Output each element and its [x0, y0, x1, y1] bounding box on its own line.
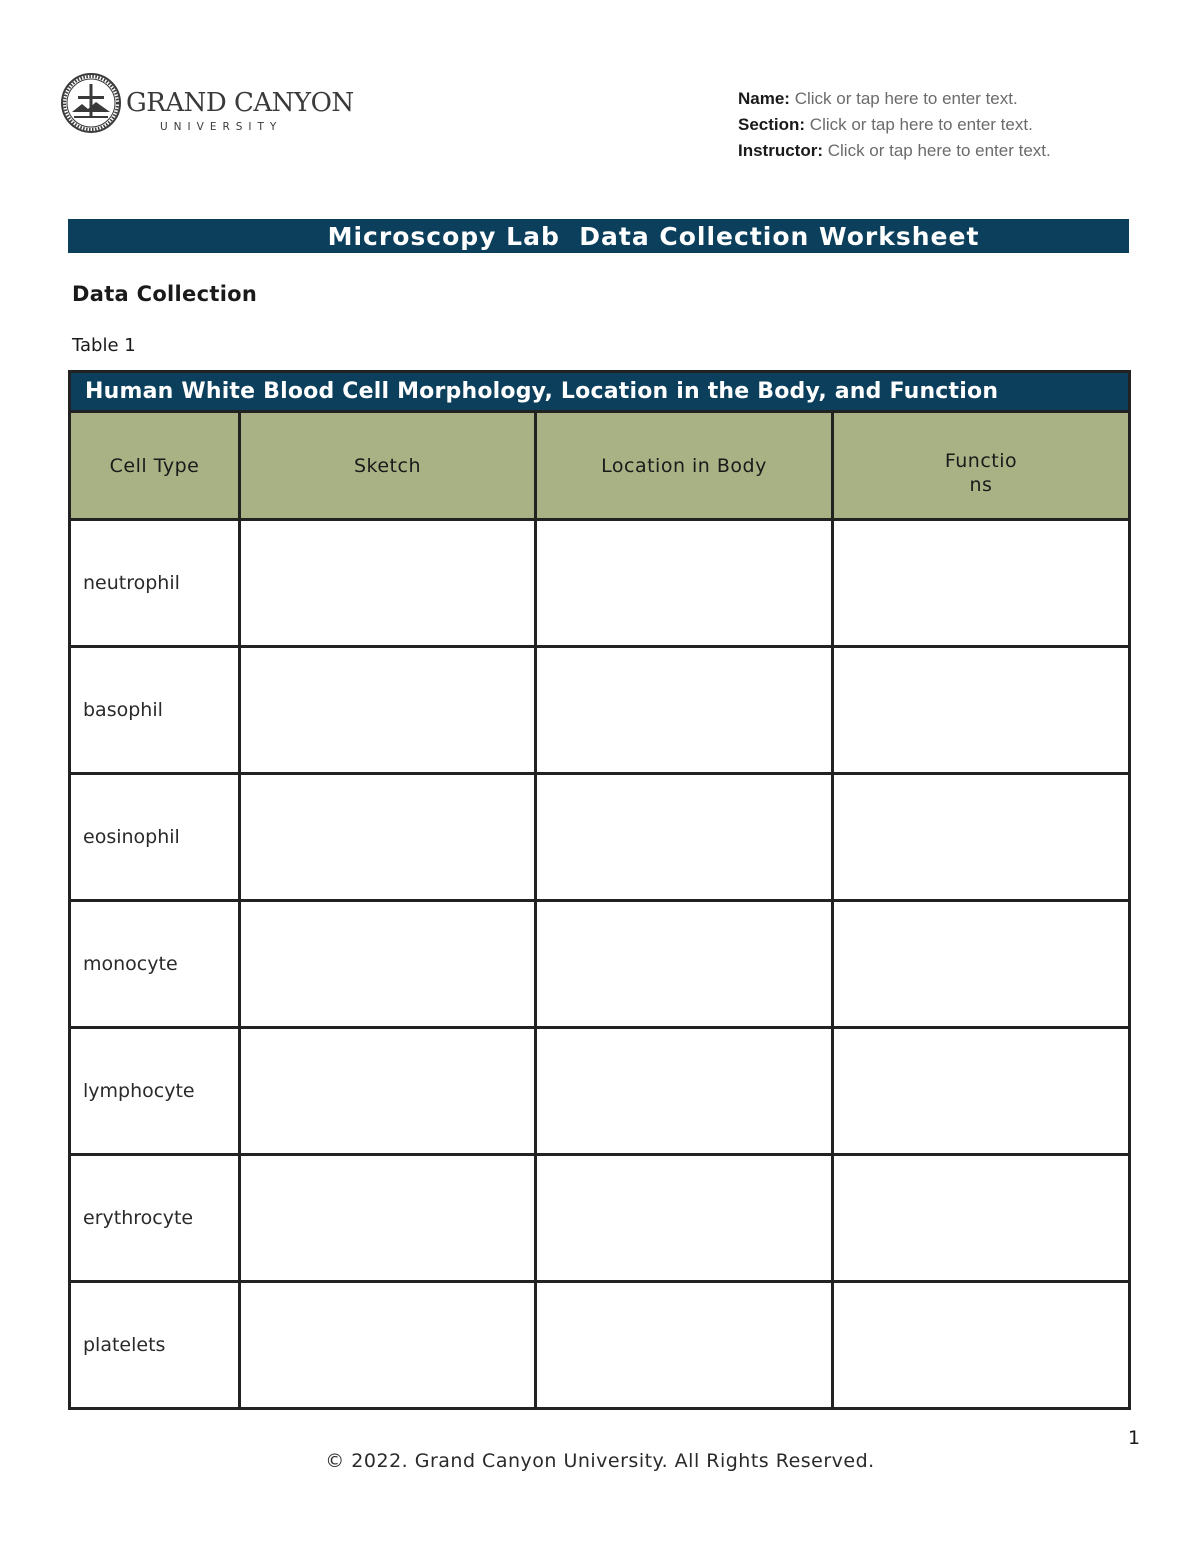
sketch-cell[interactable] — [240, 1028, 536, 1155]
sketch-cell[interactable] — [240, 1282, 536, 1409]
cell-type-erythrocyte: erythrocyte — [70, 1155, 240, 1282]
section-label: Section: — [738, 115, 806, 134]
copyright-footer: © 2022. Grand Canyon University. All Rights Reserved. — [325, 1450, 875, 1472]
page-number: 1 — [1128, 1427, 1141, 1449]
cell-type-neutrophil: neutrophil — [70, 520, 240, 647]
worksheet-title-banner — [68, 219, 1129, 253]
header-location: Location in Body — [536, 412, 833, 520]
sketch-cell[interactable] — [240, 1155, 536, 1282]
name-field-row — [738, 86, 1051, 112]
section-field-row — [738, 112, 1051, 138]
function-cell[interactable] — [833, 774, 1130, 901]
logo-subtitle: UNIVERSITY — [160, 121, 283, 133]
table-row — [70, 1282, 1130, 1409]
sketch-cell[interactable] — [240, 647, 536, 774]
cell-type-lymphocyte: lymphocyte — [70, 1028, 240, 1155]
table-caption: Human White Blood Cell Morphology, Location in the Body, and Function — [70, 372, 1130, 412]
cell-morphology-table — [68, 370, 1131, 1410]
cell-type-platelets: platelets — [70, 1282, 240, 1409]
instructor-field-row — [738, 138, 1051, 164]
name-field[interactable]: Click or tap here to enter text. — [794, 89, 1018, 108]
instructor-field[interactable]: Click or tap here to enter text. — [827, 141, 1051, 160]
cell-type-monocyte: monocyte — [70, 901, 240, 1028]
university-logo — [60, 72, 354, 138]
header-cell-type: Cell Type — [70, 412, 240, 520]
location-cell[interactable] — [536, 1282, 833, 1409]
location-cell[interactable] — [536, 901, 833, 1028]
function-cell[interactable] — [833, 1155, 1130, 1282]
function-cell[interactable] — [833, 520, 1130, 647]
table-header-row — [70, 412, 1130, 520]
sketch-cell[interactable] — [240, 901, 536, 1028]
table-label: Table 1 — [72, 335, 136, 356]
location-cell[interactable] — [536, 774, 833, 901]
header-sketch: Sketch — [240, 412, 536, 520]
table-row — [70, 901, 1130, 1028]
header-functions: Functio ns — [833, 412, 1130, 520]
function-cell[interactable] — [833, 1282, 1130, 1409]
sketch-cell[interactable] — [240, 520, 536, 647]
cell-type-eosinophil: eosinophil — [70, 774, 240, 901]
worksheet-title: Microscopy Lab Data Collection Worksheet — [327, 221, 980, 251]
section-heading: Data Collection — [72, 282, 258, 306]
student-info-fields — [738, 86, 1051, 164]
table-row — [70, 1155, 1130, 1282]
location-cell[interactable] — [536, 647, 833, 774]
table-row — [70, 520, 1130, 647]
table-row — [70, 774, 1130, 901]
location-cell[interactable] — [536, 1155, 833, 1282]
location-cell[interactable] — [536, 1028, 833, 1155]
function-cell[interactable] — [833, 901, 1130, 1028]
name-label: Name: — [738, 89, 790, 108]
cell-type-basophil: basophil — [70, 647, 240, 774]
logo-name: GRAND CANYON — [126, 88, 354, 118]
function-cell[interactable] — [833, 647, 1130, 774]
section-field[interactable]: Click or tap here to enter text. — [809, 115, 1033, 134]
university-seal-icon — [60, 72, 122, 134]
instructor-label: Instructor: — [738, 141, 823, 160]
table-row — [70, 1028, 1130, 1155]
location-cell[interactable] — [536, 520, 833, 647]
function-cell[interactable] — [833, 1028, 1130, 1155]
table-row — [70, 647, 1130, 774]
sketch-cell[interactable] — [240, 774, 536, 901]
